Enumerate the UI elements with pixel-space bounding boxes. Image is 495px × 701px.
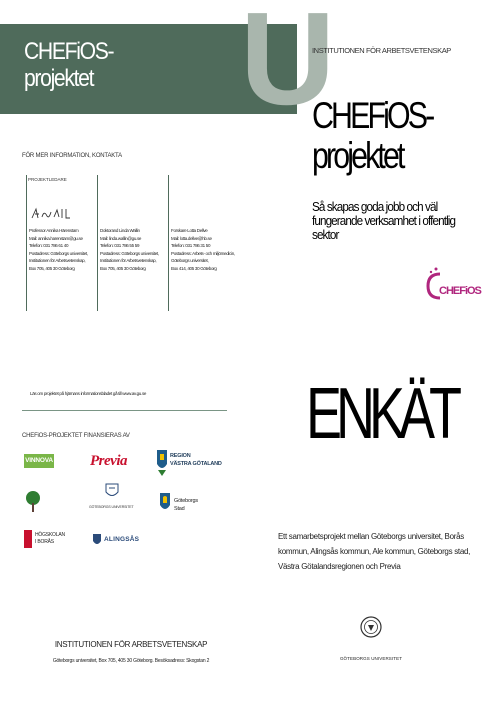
survey-title: ENKÄT: [306, 374, 457, 454]
divider-rule: [22, 410, 227, 411]
boras-tree-icon: [24, 490, 42, 514]
divider-line: [97, 175, 98, 311]
region-vg-logo: [170, 452, 222, 468]
vinnova-logo: VINNOVA: [24, 454, 54, 468]
contact-1-address2: Institutionen för Arbetsvetenskap,: [29, 258, 86, 264]
contact-3-phone: Telefon: 031 786 31 50: [171, 243, 211, 249]
contact-3: [171, 227, 239, 273]
alingsas-logo: ALINGSÅS: [104, 536, 140, 543]
main-title-line1: CHEFiOS-: [312, 95, 433, 136]
collaboration-text: Ett samarbetsprojekt mellan Göteborgs universitet, Borås kommun, Alingsås kommun, Ale kommun, Göteborgs stad, Västra Götalandsregionen och Previa: [278, 532, 471, 571]
contact-3-address3: Box 414, 405 30 Göteborg: [171, 265, 217, 271]
contact-2-address1: Postadress: Göteborgs universitet,: [100, 250, 159, 256]
alingsas-emblem-icon: [92, 533, 102, 547]
contact-1-address1: Postadress: Göteborgs universitet,: [29, 250, 88, 256]
goteborg-stad-line2: Stad: [174, 506, 185, 512]
contact-1-address3: Box 705, 405 30 Göteborg: [29, 265, 75, 271]
gu-small-logo: GÖTEBORGS UNIVERSITET: [89, 505, 134, 509]
contact-3-mail[interactable]: Mail: lotta.dellve@hb.se: [171, 235, 212, 241]
gu-logo-text: GÖTEBORGS UNIVERSITET: [339, 656, 403, 661]
contact-1-phone: Telefon: 031 786 61 40: [29, 243, 69, 249]
signature-image: [30, 206, 74, 222]
subtitle: Så skapas goda jobb och väl fungerande verksamhet i offentlig sektor: [312, 199, 456, 242]
previa-logo: Previa: [90, 453, 127, 469]
contact-2-name: Doktorand Linda Wallin: [100, 228, 140, 233]
goteborg-stad-lion-icon: [158, 491, 172, 515]
contact-2-mail[interactable]: Mail: linda.wallin@gu.se: [100, 235, 142, 241]
contact-2-address2: Institutionen för Arbetsvetenskap,: [100, 258, 157, 264]
goteborg-stad-line1: Göteborgs: [174, 498, 198, 504]
contact-2: [100, 227, 168, 273]
banner-title: [24, 38, 113, 92]
chefios-logo: CHEFiOS: [439, 285, 481, 297]
hogskolan-logo: [35, 532, 65, 546]
hogskolan-mark-icon: [24, 530, 32, 548]
region-vg-line1: REGION: [170, 453, 191, 459]
info-heading: FÖR MER INFORMATION, KONTAKTA: [22, 153, 122, 159]
ale-emblem-icon: [104, 482, 120, 500]
divider-line: [26, 175, 27, 311]
institution-header: INSTITUTIONEN FÖR ARBETSVETENSKAP: [312, 46, 451, 55]
contact-3-address1: Postadress: Arbets- och miljömedicin,: [171, 250, 235, 256]
contact-1: [29, 227, 97, 273]
title-banner: [0, 0, 336, 132]
contact-3-name: Forskare Lotta Dellve: [171, 228, 208, 233]
website-note[interactable]: Läs om projektet på hjärnans informationsbladet gå till www.av.gu.se: [30, 391, 147, 396]
goteborg-stad-logo: [174, 497, 198, 513]
banner-title-line2: projektet: [24, 65, 94, 92]
contact-1-mail[interactable]: Mail: annika.harenstam@gu.se: [29, 235, 83, 241]
banner-letter-u: U: [240, 0, 336, 132]
hogskolan-line2: I BORÅS: [35, 539, 54, 545]
region-vg-line2: VÄSTRA GÖTALAND: [170, 461, 222, 467]
gu-seal-icon: [360, 614, 382, 640]
main-title: [312, 96, 432, 176]
leader-label: PROJEKTLEDARE: [28, 177, 67, 182]
banner-title-line1: CHEFiOS-: [24, 38, 114, 65]
region-vg-emblem-icon: [155, 448, 169, 478]
contact-3-address2: Göteborgs universitet,: [171, 258, 209, 264]
main-title-line2: projektet: [312, 135, 403, 176]
contact-1-name: Professor Annika Härenstam: [29, 228, 79, 233]
contact-2-address3: Box 705, 405 30 Göteborg: [100, 265, 146, 271]
contact-2-phone: Telefon: 031 786 55 59: [100, 243, 140, 249]
divider-line: [168, 175, 169, 311]
funders-heading: CHEFiOS-PROJEKTET FINANSIERAS AV: [22, 433, 130, 439]
hogskolan-line1: HÖGSKOLAN: [35, 532, 65, 538]
institution-footer: INSTITUTIONEN FÖR ARBETSVETENSKAP: [54, 640, 208, 649]
address-footer: Göteborgs universitet, Box 705, 405 30 Göteborg. Besöksadress: Skogstan 2: [52, 658, 210, 664]
